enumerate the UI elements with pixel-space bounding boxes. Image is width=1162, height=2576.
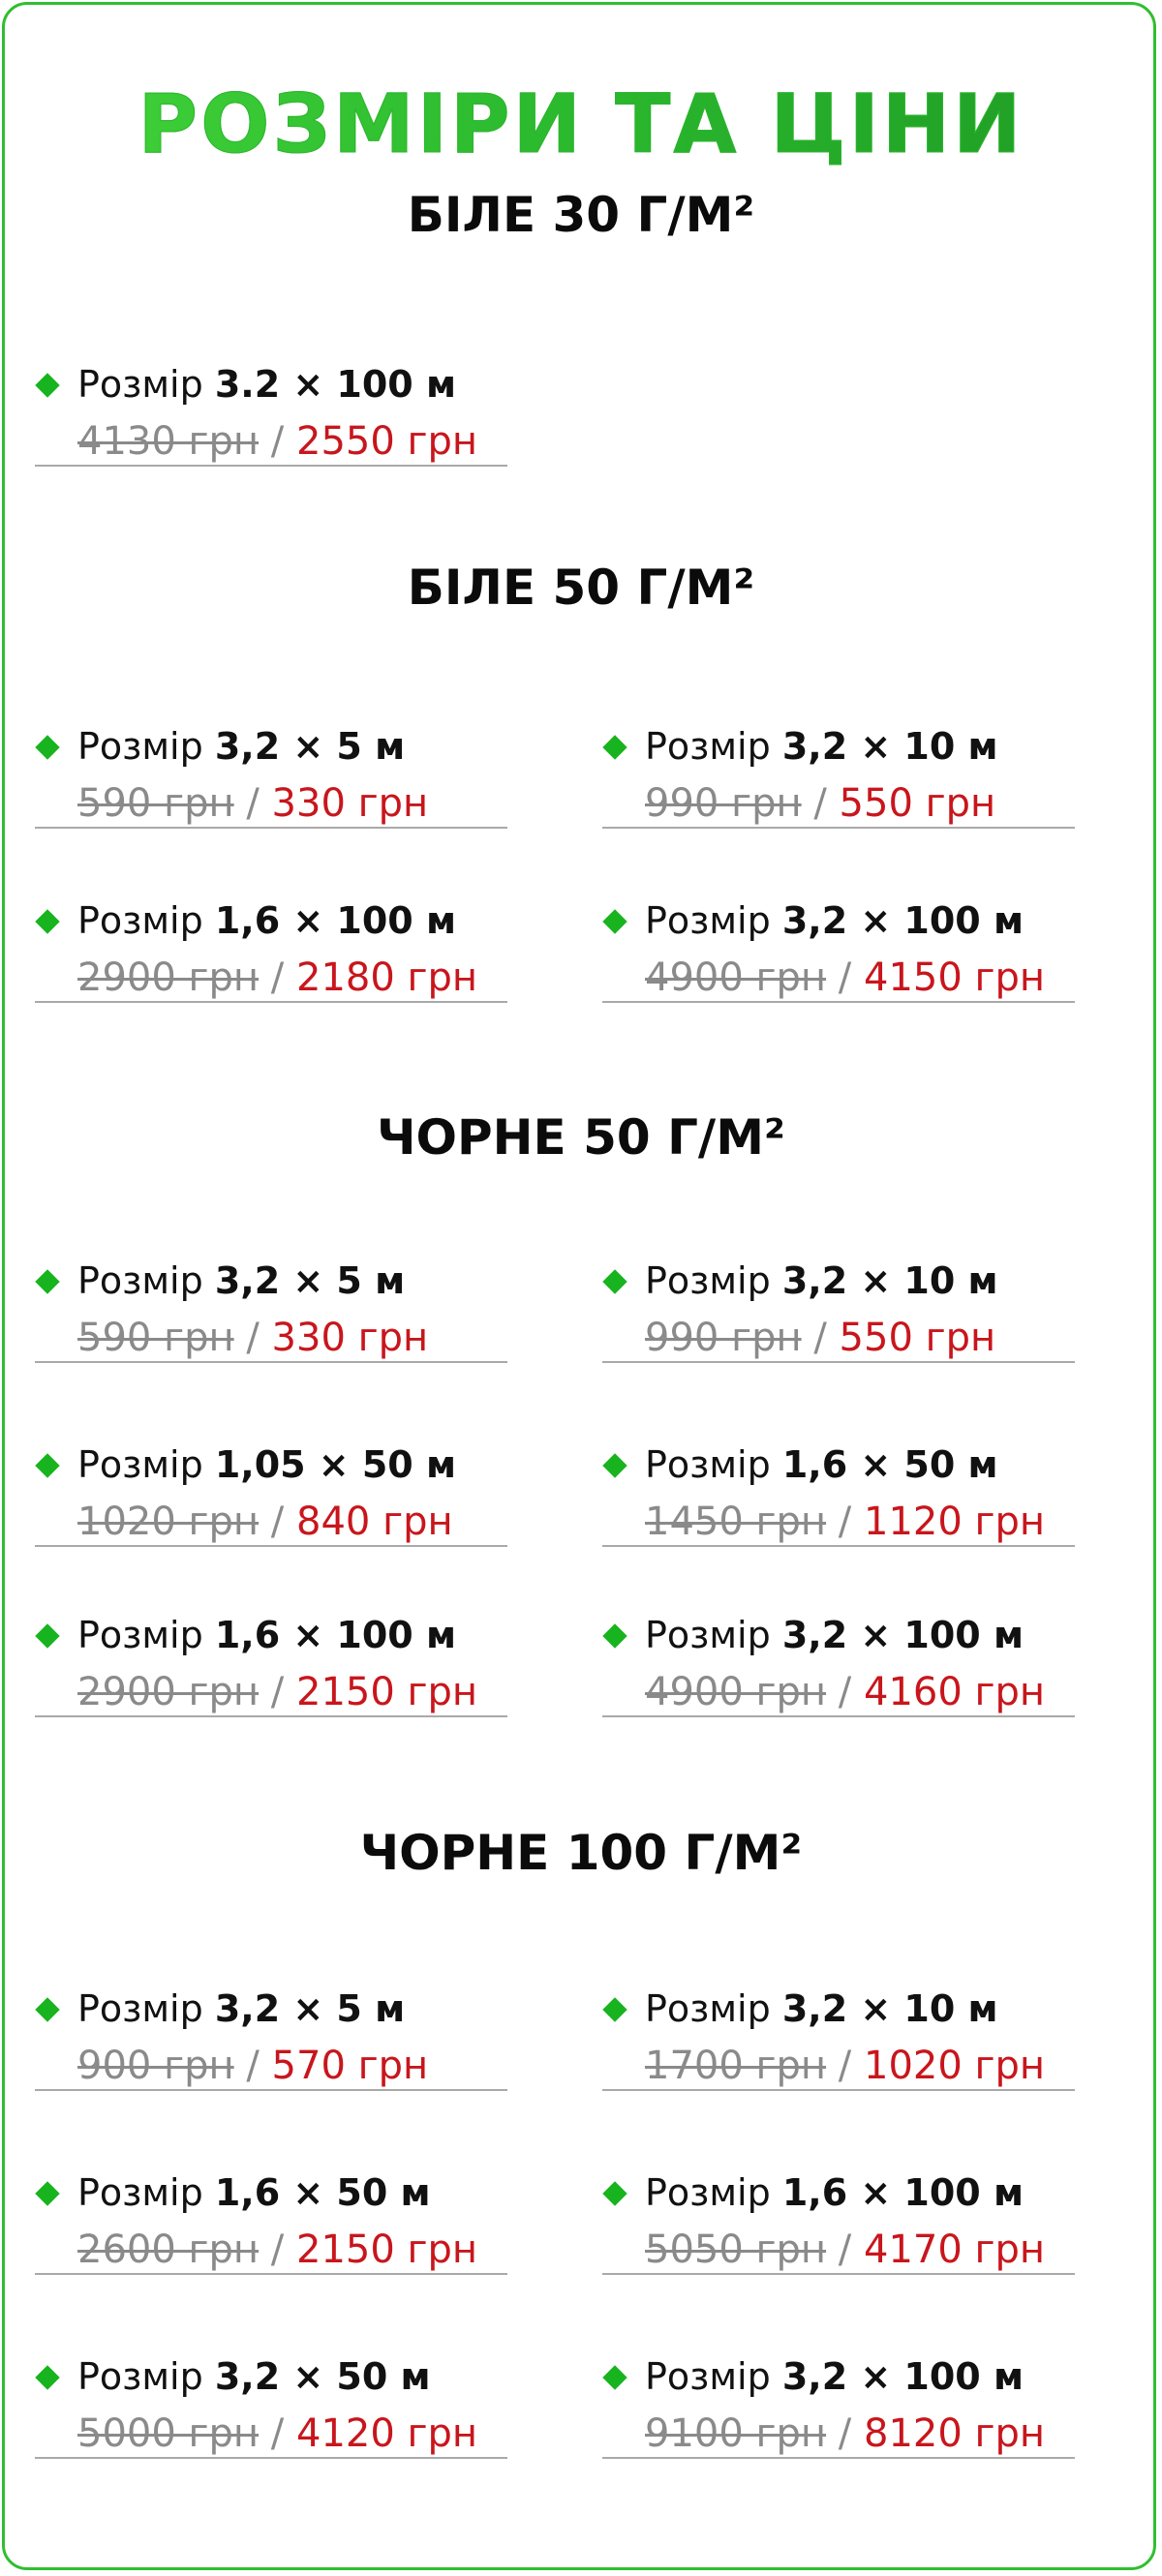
old-price: 1020 грн xyxy=(77,1500,260,1544)
size-label: Розмір xyxy=(645,2355,771,2398)
old-price: 2900 грн xyxy=(77,1670,260,1714)
price-separator: / xyxy=(270,1500,285,1544)
size-value: 1,6 × 100 м xyxy=(214,899,457,942)
price-separator: / xyxy=(813,1316,827,1360)
green-diamond-bullet-icon xyxy=(602,909,627,933)
new-price: 4150 грн xyxy=(864,955,1046,1000)
old-price: 590 грн xyxy=(77,1316,234,1360)
size-value: 1,05 × 50 м xyxy=(214,1443,457,1486)
price-line xyxy=(645,1315,995,1361)
price-line xyxy=(77,418,477,465)
green-diamond-bullet-icon xyxy=(35,373,59,397)
new-price: 4160 грн xyxy=(864,1670,1046,1714)
section-title-white-30: БІЛЕ 30 Г/М² xyxy=(407,187,755,243)
old-price: 4130 грн xyxy=(77,419,260,464)
size-line xyxy=(77,1442,456,1487)
price-separator: / xyxy=(838,2227,852,2272)
item-divider xyxy=(35,2273,507,2275)
size-line xyxy=(77,1986,405,2031)
price-line xyxy=(77,955,477,1001)
price-separator: / xyxy=(246,1316,260,1360)
price-separator: / xyxy=(838,2044,852,2088)
size-value: 1,6 × 50 м xyxy=(781,1443,998,1486)
size-line xyxy=(77,898,456,943)
price-line xyxy=(645,780,995,827)
size-label: Розмір xyxy=(77,1614,203,1656)
price-separator: / xyxy=(838,1500,852,1544)
price-item xyxy=(602,1245,1075,1363)
new-price: 2150 грн xyxy=(296,1670,478,1714)
size-line xyxy=(645,2170,1024,2215)
green-diamond-bullet-icon xyxy=(35,1623,59,1648)
green-diamond-bullet-icon xyxy=(602,735,627,759)
price-separator: / xyxy=(270,955,285,1000)
size-value: 1,6 × 100 м xyxy=(781,2171,1024,2214)
green-diamond-bullet-icon xyxy=(35,909,59,933)
item-divider xyxy=(35,2457,507,2459)
price-item xyxy=(602,885,1075,1003)
size-value: 3,2 × 5 м xyxy=(214,725,406,768)
old-price: 590 грн xyxy=(77,781,234,826)
item-divider xyxy=(35,1361,507,1363)
size-label: Розмір xyxy=(77,1259,203,1302)
size-value: 1,6 × 50 м xyxy=(214,2171,431,2214)
size-label: Розмір xyxy=(645,899,771,942)
new-price: 330 грн xyxy=(271,781,429,826)
price-separator: / xyxy=(838,2411,852,2456)
new-price: 550 грн xyxy=(839,781,996,826)
size-line xyxy=(645,1258,998,1303)
size-value: 3,2 × 10 м xyxy=(781,725,998,768)
price-separator: / xyxy=(270,419,285,464)
price-line xyxy=(77,2043,428,2089)
price-line xyxy=(645,2410,1045,2457)
old-price: 900 грн xyxy=(77,2044,234,2088)
new-price: 550 грн xyxy=(839,1316,996,1360)
price-line xyxy=(77,780,428,827)
price-separator: / xyxy=(246,2044,260,2088)
size-value: 3.2 × 100 м xyxy=(214,363,457,406)
price-item xyxy=(35,349,507,467)
size-label: Розмір xyxy=(77,1443,203,1486)
size-line xyxy=(77,362,456,407)
item-divider xyxy=(35,1001,507,1003)
new-price: 1020 грн xyxy=(864,2044,1046,2088)
old-price: 2600 грн xyxy=(77,2227,260,2272)
item-divider xyxy=(602,1361,1075,1363)
old-price: 2900 грн xyxy=(77,955,260,1000)
old-price: 5000 грн xyxy=(77,2411,260,2456)
price-separator: / xyxy=(246,781,260,826)
item-divider xyxy=(602,2273,1075,2275)
size-value: 3,2 × 10 м xyxy=(781,1987,998,2030)
item-divider xyxy=(35,465,507,467)
page-title: РОЗМІРИ ТА ЦІНИ xyxy=(0,76,1162,172)
size-label: Розмір xyxy=(77,725,203,768)
item-divider xyxy=(602,827,1075,829)
price-separator: / xyxy=(813,781,827,826)
price-separator: / xyxy=(838,955,852,1000)
price-item xyxy=(602,1599,1075,1717)
price-item xyxy=(602,1429,1075,1547)
old-price: 4900 грн xyxy=(645,955,827,1000)
size-label: Розмір xyxy=(77,2355,203,2398)
new-price: 4120 грн xyxy=(296,2411,478,2456)
size-label: Розмір xyxy=(645,2171,771,2214)
green-diamond-bullet-icon xyxy=(35,2365,59,2389)
old-price: 1450 грн xyxy=(645,1500,827,1544)
size-line xyxy=(645,1442,998,1487)
price-item xyxy=(602,1973,1075,2091)
price-item xyxy=(35,1245,507,1363)
green-diamond-bullet-icon xyxy=(602,1453,627,1477)
price-line xyxy=(77,1669,477,1715)
size-value: 3,2 × 100 м xyxy=(781,899,1024,942)
size-label: Розмір xyxy=(77,899,203,942)
new-price: 330 грн xyxy=(271,1316,429,1360)
price-line xyxy=(77,2227,477,2273)
price-item xyxy=(35,1429,507,1547)
size-value: 3,2 × 5 м xyxy=(214,1987,406,2030)
size-line xyxy=(77,2354,431,2399)
item-divider xyxy=(602,1545,1075,1547)
price-separator: / xyxy=(270,2227,285,2272)
size-value: 3,2 × 10 м xyxy=(781,1259,998,1302)
item-divider xyxy=(35,1715,507,1717)
size-line xyxy=(645,724,998,769)
price-separator: / xyxy=(270,1670,285,1714)
size-value: 3,2 × 5 м xyxy=(214,1259,406,1302)
price-line xyxy=(77,2410,477,2457)
price-line xyxy=(645,2227,1045,2273)
size-label: Розмір xyxy=(77,1987,203,2030)
size-value: 3,2 × 100 м xyxy=(781,2355,1024,2398)
item-divider xyxy=(602,2089,1075,2091)
size-line xyxy=(77,1258,405,1303)
green-diamond-bullet-icon xyxy=(35,2181,59,2205)
old-price: 5050 грн xyxy=(645,2227,827,2272)
price-separator: / xyxy=(838,1670,852,1714)
section-title-black-100: ЧОРНЕ 100 Г/М² xyxy=(359,1825,803,1881)
price-line xyxy=(645,955,1045,1001)
old-price: 990 грн xyxy=(645,781,802,826)
size-label: Розмір xyxy=(645,725,771,768)
section-title-white-50: БІЛЕ 50 Г/М² xyxy=(407,560,755,616)
item-divider xyxy=(35,827,507,829)
green-diamond-bullet-icon xyxy=(602,1269,627,1293)
green-diamond-bullet-icon xyxy=(602,2181,627,2205)
price-line xyxy=(645,2043,1045,2089)
price-line xyxy=(77,1499,453,1545)
new-price: 2150 грн xyxy=(296,2227,478,2272)
size-label: Розмір xyxy=(645,1987,771,2030)
green-diamond-bullet-icon xyxy=(35,1453,59,1477)
size-value: 3,2 × 50 м xyxy=(214,2355,431,2398)
price-item xyxy=(602,2157,1075,2275)
new-price: 2180 грн xyxy=(296,955,478,1000)
size-line xyxy=(77,724,405,769)
new-price: 1120 грн xyxy=(864,1500,1046,1544)
price-item xyxy=(35,1599,507,1717)
green-diamond-bullet-icon xyxy=(602,1623,627,1648)
item-divider xyxy=(602,2457,1075,2459)
old-price: 4900 грн xyxy=(645,1670,827,1714)
size-label: Розмір xyxy=(645,1259,771,1302)
size-label: Розмір xyxy=(77,2171,203,2214)
new-price: 8120 грн xyxy=(864,2411,1046,2456)
price-line xyxy=(645,1499,1045,1545)
item-divider xyxy=(35,2089,507,2091)
green-diamond-bullet-icon xyxy=(602,1997,627,2021)
green-diamond-bullet-icon xyxy=(35,1997,59,2021)
price-line xyxy=(645,1669,1045,1715)
size-label: Розмір xyxy=(645,1614,771,1656)
size-value: 1,6 × 100 м xyxy=(214,1614,457,1656)
price-item xyxy=(35,711,507,829)
price-item xyxy=(602,711,1075,829)
price-separator: / xyxy=(270,2411,285,2456)
size-line xyxy=(77,1613,456,1657)
size-value: 3,2 × 100 м xyxy=(781,1614,1024,1656)
new-price: 840 грн xyxy=(296,1500,453,1544)
size-line xyxy=(645,898,1024,943)
price-item xyxy=(35,2157,507,2275)
size-line xyxy=(77,2170,431,2215)
price-item xyxy=(602,2341,1075,2459)
item-divider xyxy=(602,1001,1075,1003)
size-line xyxy=(645,1613,1024,1657)
size-line xyxy=(645,1986,998,2031)
size-label: Розмір xyxy=(77,363,203,406)
green-diamond-bullet-icon xyxy=(35,1269,59,1293)
new-price: 2550 грн xyxy=(296,419,478,464)
price-line xyxy=(77,1315,428,1361)
item-divider xyxy=(602,1715,1075,1717)
old-price: 990 грн xyxy=(645,1316,802,1360)
price-item xyxy=(35,2341,507,2459)
size-line xyxy=(645,2354,1024,2399)
green-diamond-bullet-icon xyxy=(35,735,59,759)
new-price: 4170 грн xyxy=(864,2227,1046,2272)
new-price: 570 грн xyxy=(271,2044,429,2088)
item-divider xyxy=(35,1545,507,1547)
price-item xyxy=(35,1973,507,2091)
section-title-black-50: ЧОРНЕ 50 Г/М² xyxy=(377,1109,785,1166)
old-price: 1700 грн xyxy=(645,2044,827,2088)
size-label: Розмір xyxy=(645,1443,771,1486)
price-item xyxy=(35,885,507,1003)
green-diamond-bullet-icon xyxy=(602,2365,627,2389)
old-price: 9100 грн xyxy=(645,2411,827,2456)
